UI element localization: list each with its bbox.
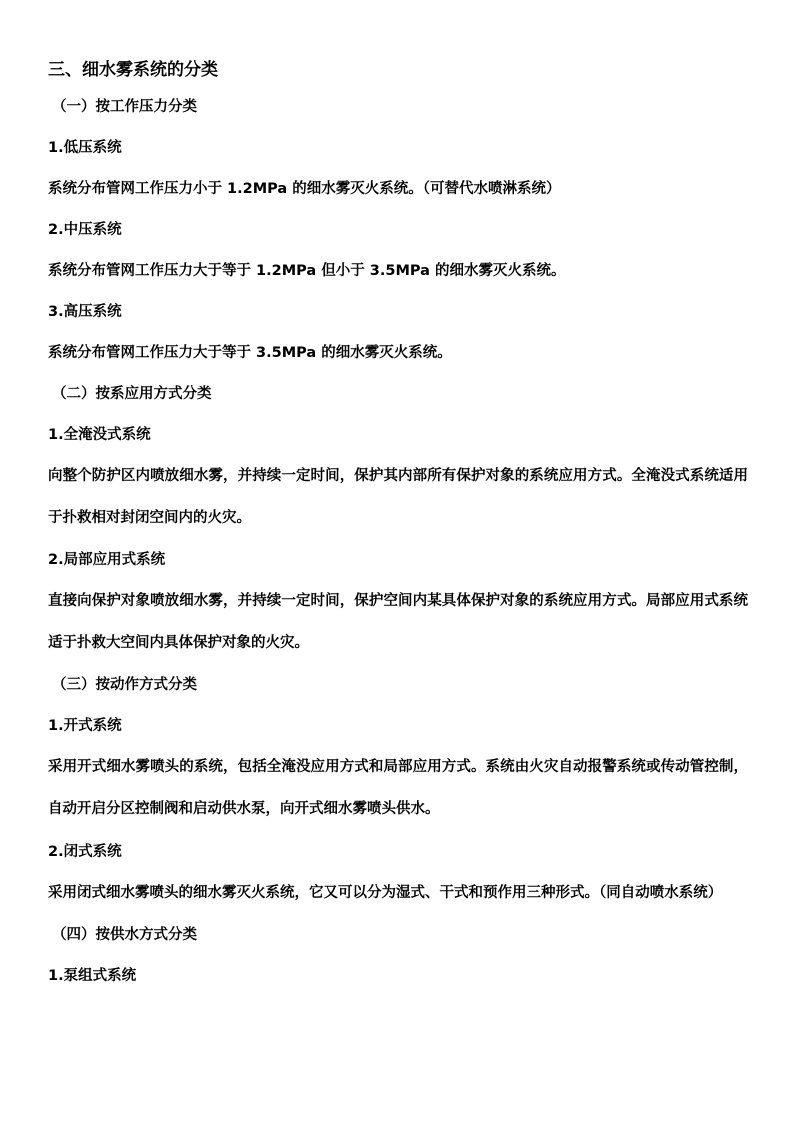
section-heading: （一）按工作压力分类 xyxy=(52,99,197,115)
paragraph: 直接向保护对象喷放细水雾，并持续一定时间，保护空间内某具体保护对象的系统应用方式。局部应用式系统适于扑救大空间内具体保护对象的火灾。 xyxy=(48,593,748,651)
item-heading: 3.高压系统 xyxy=(48,304,122,320)
paragraph: 采用开式细水雾喷头的系统，包括全淹没应用方式和局部应用方式。系统由火灾自动报警系统或传动管控制，自动开启分区控制阀和启动供水泵，向开式细水雾喷头供水。 xyxy=(48,759,748,817)
paragraph: 系统分布管网工作压力小于 1.2MPa 的细水雾灭火系统。（可替代水喷淋系统） xyxy=(48,181,561,197)
item-heading: 2.中压系统 xyxy=(48,222,122,238)
item-heading: 1.开式系统 xyxy=(48,718,122,735)
document-page xyxy=(48,58,748,1007)
item-heading: 1.全淹没式系统 xyxy=(48,427,151,443)
section-heading: （二）按系应用方式分类 xyxy=(52,386,212,402)
item-heading: 2.闭式系统 xyxy=(48,843,122,860)
item-heading: 1.泵组式系统 xyxy=(48,968,137,985)
paragraph: 采用闭式细水雾喷头的细水雾灭火系统，它又可以分为湿式、干式和预作用三种形式。（同自动喷水系统） xyxy=(48,884,723,901)
item-heading: 2.局部应用式系统 xyxy=(48,552,166,569)
paragraph: 系统分布管网工作压力大于等于 1.2MPa 但小于 3.5MPa 的细水雾灭火系统。 xyxy=(48,263,566,279)
page-title: 三、细水雾系统的分类 xyxy=(48,60,218,80)
section-heading: （三）按动作方式分类 xyxy=(52,677,197,694)
paragraph: 向整个防护区内喷放细水雾，并持续一定时间，保护其内部所有保护对象的系统应用方式。全淹没式系统适用于扑救相对封闭空间内的火灾。 xyxy=(48,468,748,526)
section-heading: （四）按供水方式分类 xyxy=(52,927,197,944)
item-heading: 1.低压系统 xyxy=(48,140,122,156)
paragraph: 系统分布管网工作压力大于等于 3.5MPa 的细水雾灭火系统。 xyxy=(48,345,452,361)
